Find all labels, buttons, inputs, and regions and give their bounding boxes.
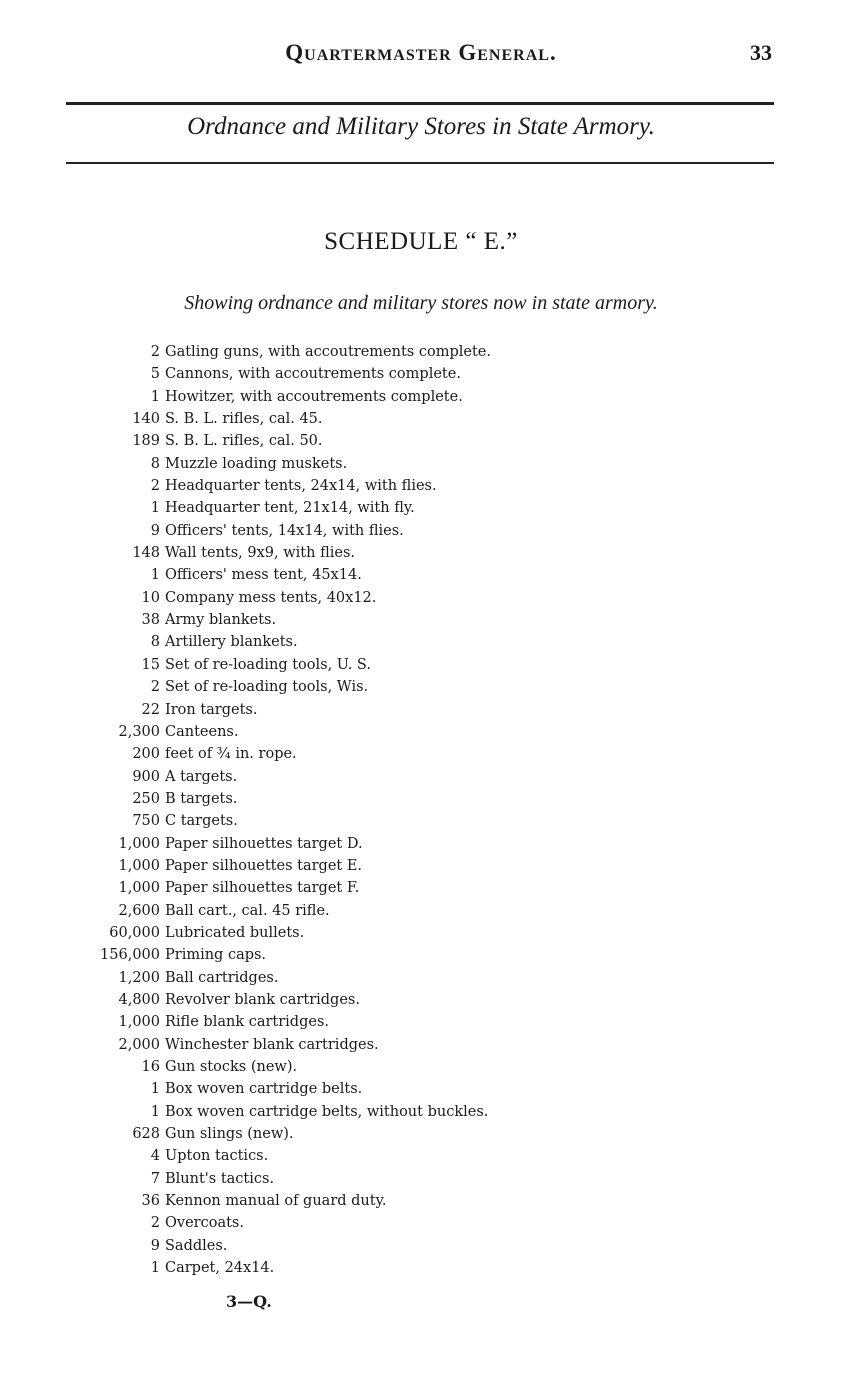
list-item: [60, 676, 620, 698]
list-item: [60, 475, 620, 497]
list-item: [60, 341, 620, 363]
item-quantity: 8: [150, 455, 160, 472]
list-item: [60, 1168, 620, 1190]
item-quantity: 2,300: [118, 723, 160, 740]
item-quantity: 2,000: [118, 1036, 160, 1053]
list-item: [60, 1123, 620, 1145]
list-item: [60, 520, 620, 542]
item-description: Officers' tents, 14x14, with flies.: [165, 522, 404, 539]
item-quantity: 2: [150, 1215, 160, 1232]
item-description: Canteens.: [165, 723, 239, 740]
item-description: Saddles.: [165, 1237, 228, 1254]
item-description: Wall tents, 9x9, with flies.: [165, 545, 356, 562]
list-item: [60, 587, 620, 609]
item-quantity: 1: [150, 1081, 160, 1098]
list-item: [60, 542, 620, 564]
item-quantity: 2: [150, 478, 160, 495]
item-description: Carpet, 24x14.: [165, 1260, 275, 1277]
item-description: Headquarter tent, 21x14, with fly.: [165, 500, 415, 517]
item-description: Revolver blank cartridges.: [165, 991, 360, 1008]
item-quantity: 2,600: [118, 902, 160, 919]
item-quantity: 1: [150, 388, 160, 405]
list-item: [60, 900, 620, 922]
item-quantity: 60,000: [109, 924, 160, 941]
item-quantity: 7: [150, 1170, 160, 1187]
item-description: Headquarter tents, 24x14, with flies.: [165, 478, 437, 495]
list-item: [60, 654, 620, 676]
item-quantity: 9: [150, 522, 160, 539]
list-item: [60, 1235, 620, 1257]
item-description: Winchester blank cartridges.: [165, 1036, 379, 1053]
item-description: Iron targets.: [165, 701, 258, 718]
list-item: [60, 788, 620, 810]
list-item: [60, 386, 620, 408]
item-quantity: 1: [150, 1103, 160, 1120]
list-item: [60, 922, 620, 944]
item-description: Kennon manual of guard duty.: [165, 1193, 387, 1210]
item-quantity: 140: [132, 411, 160, 428]
item-quantity: 628: [132, 1126, 160, 1143]
signature-mark: 3—Q.: [226, 1292, 272, 1311]
running-head: [0, 40, 842, 72]
item-quantity: 1,000: [118, 835, 160, 852]
item-quantity: 200: [132, 746, 160, 763]
list-item: [60, 766, 620, 788]
schedule-title: SCHEDULE “ E.”: [324, 228, 518, 255]
list-item: [60, 564, 620, 586]
item-description: Muzzle loading muskets.: [165, 455, 348, 472]
item-description: Gun stocks (new).: [165, 1059, 298, 1075]
item-quantity: 189: [132, 433, 160, 450]
item-description: Upton tactics.: [165, 1148, 269, 1165]
item-description: Set of re-loading tools, U. S.: [165, 656, 371, 673]
list-item: [60, 1056, 620, 1078]
item-description: Box woven cartridge belts, without buckles.: [165, 1103, 489, 1120]
list-item: [60, 810, 620, 832]
item-description: Paper silhouettes target D.: [165, 835, 363, 852]
item-quantity: 9: [150, 1237, 160, 1254]
item-quantity: 1: [150, 567, 160, 584]
stores-list: [60, 341, 620, 1279]
item-quantity: 16: [141, 1059, 160, 1075]
list-item: [60, 1257, 620, 1279]
top-rule: [66, 102, 774, 105]
list-item: [60, 453, 620, 475]
list-item: [60, 944, 620, 966]
list-item: [60, 699, 620, 721]
list-item: [60, 967, 620, 989]
item-description: Artillery blankets.: [165, 634, 298, 651]
item-quantity: 38: [141, 612, 160, 629]
item-quantity: 4,800: [118, 991, 160, 1008]
item-description: Howitzer, with accoutrements complete.: [165, 388, 463, 405]
item-description: S. B. L. rifles, cal. 50.: [165, 433, 323, 450]
item-quantity: 1,200: [118, 969, 160, 986]
bottom-rule: [66, 162, 774, 164]
item-description: Cannons, with accoutrements complete.: [165, 366, 461, 383]
list-item: [60, 497, 620, 519]
item-quantity: 1,000: [118, 857, 160, 874]
section-title: Ordnance and Military Stores in State Armory.: [187, 113, 655, 140]
item-description: Lubricated bullets.: [165, 924, 305, 941]
item-description: Box woven cartridge belts.: [165, 1081, 363, 1098]
list-item: [60, 363, 620, 385]
item-quantity: 15: [141, 656, 160, 673]
list-item: [60, 1212, 620, 1234]
item-quantity: 4: [150, 1148, 160, 1165]
list-item: [60, 1011, 620, 1033]
item-description: Priming caps.: [165, 947, 267, 964]
list-item: [60, 1034, 620, 1056]
item-quantity: 250: [132, 790, 160, 807]
item-quantity: 1: [150, 500, 160, 517]
list-item: [60, 989, 620, 1011]
item-description: S. B. L. rifles, cal. 45.: [165, 411, 323, 428]
list-item: [60, 833, 620, 855]
schedule-subtitle: Showing ordnance and military stores now in state armory.: [184, 292, 658, 314]
item-quantity: 8: [150, 634, 160, 651]
list-item: [60, 855, 620, 877]
item-description: feet of ¾ in. rope.: [165, 746, 297, 763]
item-description: Army blankets.: [165, 612, 277, 629]
item-description: Blunt's tactics.: [165, 1170, 275, 1187]
item-quantity: 2: [150, 679, 160, 696]
item-quantity: 5: [150, 366, 160, 383]
item-quantity: 1: [150, 1260, 160, 1277]
list-item: [60, 430, 620, 452]
item-description: Gatling guns, with accoutrements complete.: [165, 344, 491, 360]
running-title: Quartermaster General.: [285, 40, 557, 65]
item-quantity: 148: [132, 545, 160, 562]
item-description: Gun slings (new).: [165, 1126, 294, 1143]
page-number: 33: [750, 40, 772, 65]
item-quantity: 900: [132, 768, 160, 785]
item-quantity: 750: [132, 813, 160, 830]
item-description: A targets.: [165, 768, 238, 785]
item-description: Ball cartridges.: [165, 969, 279, 986]
item-description: Set of re-loading tools, Wis.: [165, 679, 369, 696]
list-item: [60, 743, 620, 765]
list-item: [60, 1145, 620, 1167]
list-item: [60, 609, 620, 631]
list-item: [60, 721, 620, 743]
item-description: Ball cart., cal. 45 rifle.: [165, 902, 330, 919]
item-quantity: 36: [141, 1193, 160, 1210]
item-quantity: 1,000: [118, 880, 160, 897]
item-description: Company mess tents, 40x12.: [165, 589, 377, 606]
item-quantity: 22: [141, 701, 160, 718]
list-item: [60, 1190, 620, 1212]
item-description: Paper silhouettes target E.: [165, 857, 363, 874]
list-item: [60, 877, 620, 899]
item-quantity: 156,000: [100, 947, 160, 964]
item-description: Officers' mess tent, 45x14.: [165, 567, 362, 584]
item-quantity: 2: [150, 344, 160, 360]
list-item: [60, 1101, 620, 1123]
item-description: B targets.: [165, 790, 238, 807]
item-description: C targets.: [165, 813, 238, 830]
list-item: [60, 408, 620, 430]
list-item: [60, 631, 620, 653]
item-quantity: 1,000: [118, 1014, 160, 1031]
item-description: Overcoats.: [165, 1215, 244, 1232]
item-description: Paper silhouettes target F.: [165, 880, 360, 897]
item-description: Rifle blank cartridges.: [165, 1014, 330, 1031]
list-item: [60, 1078, 620, 1100]
item-quantity: 10: [141, 589, 160, 606]
